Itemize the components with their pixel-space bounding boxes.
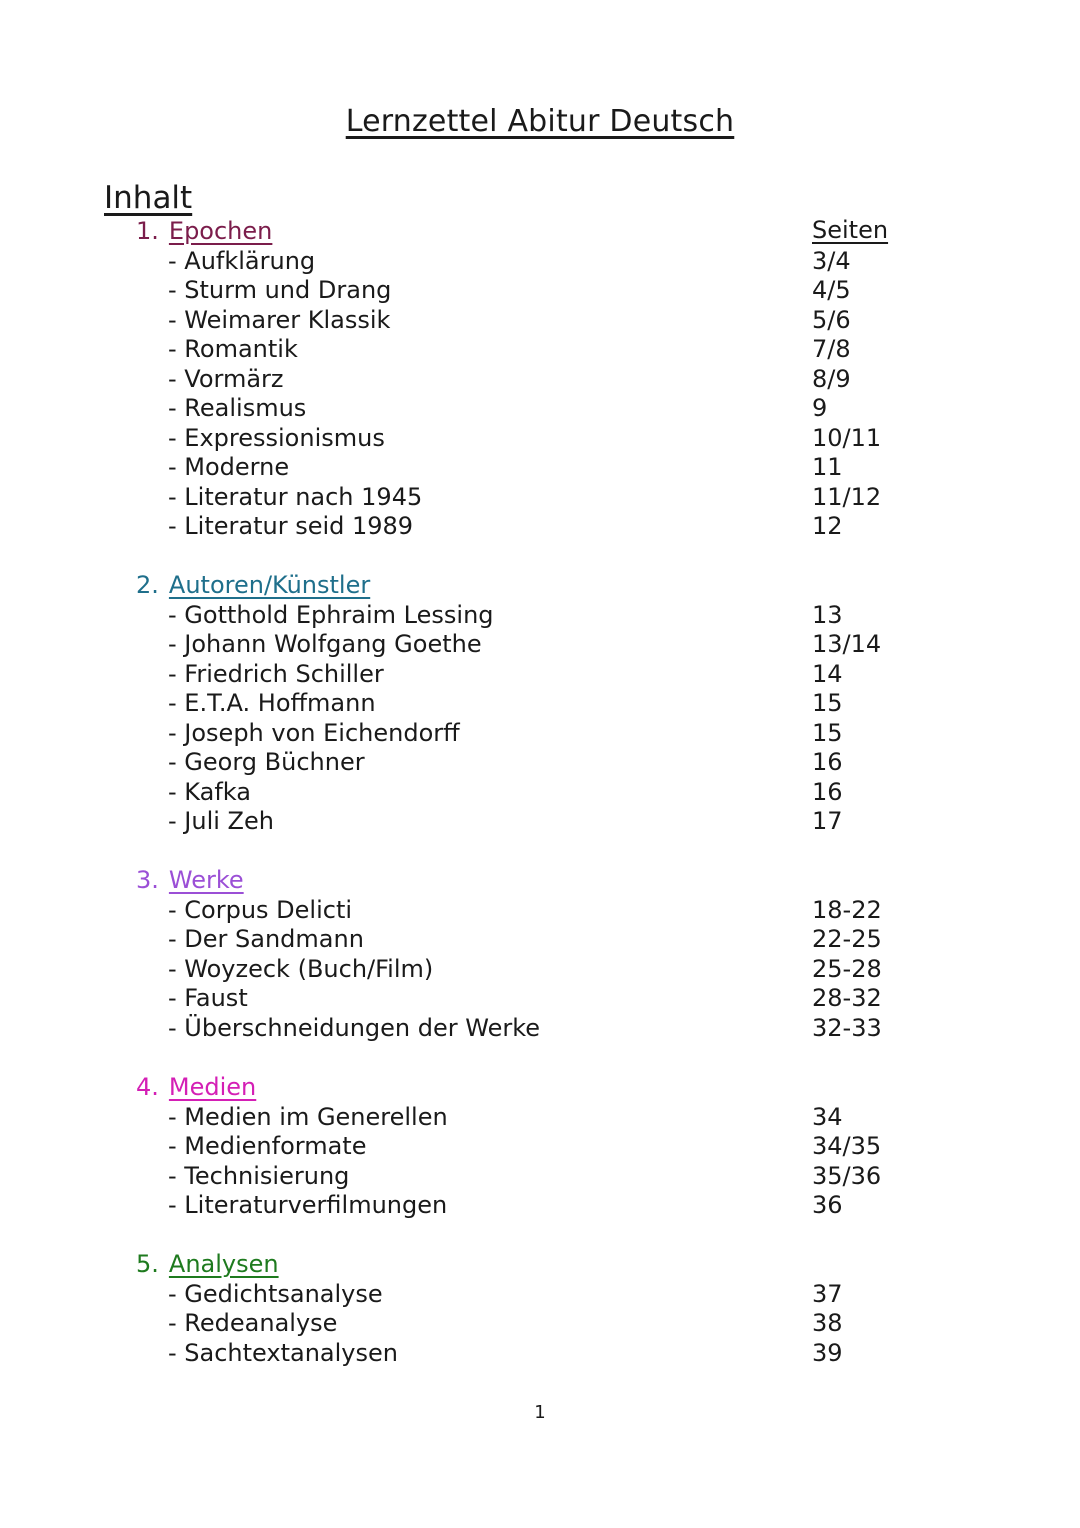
section-label-link[interactable]: Medien	[168, 1073, 257, 1101]
toc-entry-pages: 3/4	[812, 246, 851, 275]
toc-entry-pages: 36	[812, 1191, 843, 1219]
toc-heading: Inhalt	[104, 180, 193, 216]
toc-entry: - Der Sandmann	[168, 925, 364, 953]
section-number: 3.	[136, 866, 159, 894]
toc-entry-pages: 13/14	[812, 630, 882, 658]
toc-entry: - Woyzeck (Buch/Film)	[168, 954, 434, 983]
toc-entry-pages: 32-33	[812, 1013, 882, 1042]
toc-entry-pages: 16	[812, 777, 843, 806]
section-label-link[interactable]: Autoren/Künstler	[168, 571, 371, 599]
section-number: 5.	[136, 1250, 159, 1278]
toc-entry-pages: 37	[812, 1279, 843, 1308]
toc-entry: - Medien im Generellen	[168, 1102, 448, 1131]
toc-entry: - Aufklärung	[168, 246, 316, 275]
section-title	[136, 865, 244, 895]
toc-entry: - Gedichtsanalyse	[168, 1279, 383, 1308]
toc-entry-pages: 4/5	[812, 276, 851, 304]
page-number: 1	[534, 1402, 546, 1423]
toc-entry-pages: 5/6	[812, 305, 851, 334]
toc-entry-pages: 16	[812, 748, 843, 776]
toc-entry-pages: 15	[812, 689, 843, 717]
toc-entry-pages: 15	[812, 718, 843, 747]
toc-entry-pages: 28-32	[812, 984, 882, 1012]
toc-entry-pages: 34/35	[812, 1132, 882, 1160]
toc-entry: - Juli Zeh	[168, 807, 274, 835]
toc-entry-pages: 39	[812, 1338, 843, 1367]
toc-entry-pages: 8/9	[812, 364, 851, 393]
section-label-link[interactable]: Analysen	[168, 1250, 279, 1278]
toc-entry: - Redeanalyse	[168, 1309, 338, 1337]
toc-entry: - Literatur nach 1945	[168, 482, 423, 511]
toc-entry-pages: 34	[812, 1102, 843, 1131]
toc-entry-pages: 38	[812, 1309, 843, 1337]
toc-entry-pages: 13	[812, 600, 843, 629]
toc-entry: - Realismus	[168, 394, 307, 422]
toc-entry: - Romantik	[168, 335, 298, 363]
section-title	[136, 1249, 279, 1279]
toc-entry: - Gotthold Ephraim Lessing	[168, 600, 494, 629]
toc-entry-pages: 17	[812, 807, 843, 835]
toc-entry: - Vormärz	[168, 364, 284, 393]
section-number: 4.	[136, 1073, 159, 1101]
toc-entry-pages: 9	[812, 394, 828, 422]
toc-entry-pages: 12	[812, 512, 843, 540]
toc-entry-pages: 14	[812, 659, 843, 688]
section-label-link[interactable]: Epochen	[168, 217, 273, 245]
toc-entry: - Literaturverfilmungen	[168, 1191, 448, 1219]
toc-entry-pages: 7/8	[812, 335, 851, 363]
section-number: 2.	[136, 571, 159, 599]
section-title	[136, 216, 272, 246]
toc-entry: - Überschneidungen der Werke	[168, 1013, 541, 1042]
toc-entry: - Medienformate	[168, 1132, 367, 1160]
toc-entry-pages: 25-28	[812, 954, 882, 983]
section-title	[136, 570, 370, 600]
toc-entry: - Georg Büchner	[168, 748, 365, 776]
toc-entry: - Corpus Delicti	[168, 895, 353, 924]
toc-entry-pages: 18-22	[812, 895, 882, 924]
toc-entry-pages: 11/12	[812, 482, 882, 511]
toc-entry-pages: 35/36	[812, 1161, 882, 1190]
section-title	[136, 1072, 256, 1102]
toc-entry: - Friedrich Schiller	[168, 659, 384, 688]
toc-entry: - Faust	[168, 984, 248, 1012]
toc-entry: - E.T.A. Hoffmann	[168, 689, 376, 717]
toc-entry: - Sachtextanalysen	[168, 1338, 398, 1367]
toc-entry: - Johann Wolfgang Goethe	[168, 630, 482, 658]
toc-entry: - Technisierung	[168, 1161, 350, 1190]
section-number: 1.	[136, 217, 159, 245]
toc-entry: - Weimarer Klassik	[168, 305, 391, 334]
toc-entry: - Joseph von Eichendorff	[168, 718, 460, 747]
toc-entry-pages: 10/11	[812, 423, 882, 452]
toc-entry: - Sturm und Drang	[168, 276, 392, 304]
toc-entry: - Expressionismus	[168, 423, 385, 452]
toc-entry-pages: 22-25	[812, 925, 882, 953]
toc-entry: - Moderne	[168, 453, 290, 481]
toc-entry-pages: 11	[812, 453, 843, 481]
toc-entry: - Literatur seid 1989	[168, 512, 414, 540]
section-label-link[interactable]: Werke	[168, 866, 244, 894]
pages-column-header: Seiten	[812, 216, 889, 244]
toc-entry: - Kafka	[168, 777, 251, 806]
page-title: Lernzettel Abitur Deutsch	[345, 104, 735, 139]
